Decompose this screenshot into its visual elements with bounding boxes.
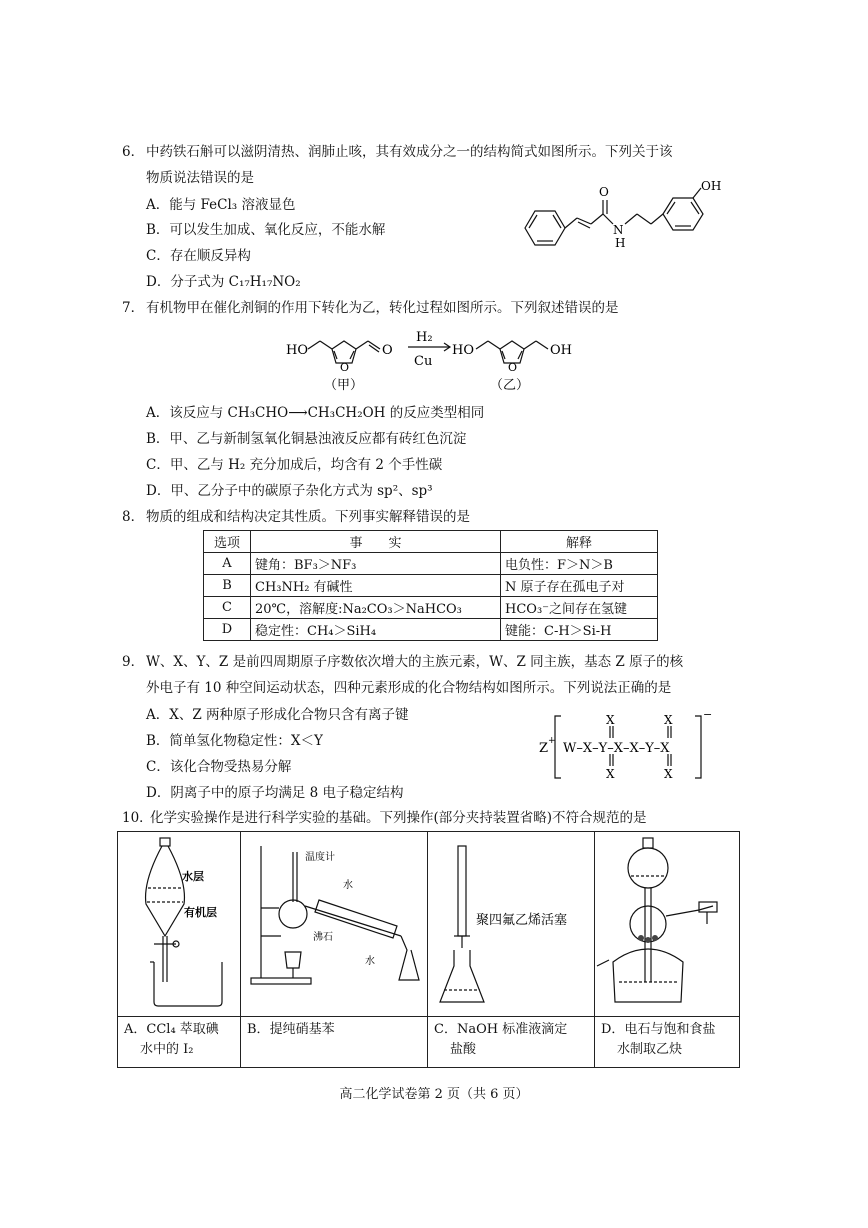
q9-chain: W–X–Y–X–X–Y–X bbox=[563, 741, 670, 756]
q10-figure-d bbox=[595, 832, 740, 1017]
q9-plus: + bbox=[548, 736, 556, 746]
acetylene-generator-illustration bbox=[595, 832, 739, 1012]
table-header-cell: 事 实 bbox=[251, 531, 501, 553]
q7-option-b[interactable] bbox=[146, 430, 466, 448]
table-cell: HCO₃⁻之间存在氢键 bbox=[501, 597, 658, 619]
q7-ring-o-right: O bbox=[508, 361, 518, 374]
q10-figure-a bbox=[118, 832, 241, 1017]
table-cell: 键能：C-H＞Si-H bbox=[501, 619, 658, 641]
option-label: B． bbox=[146, 431, 170, 447]
option-label: C． bbox=[146, 248, 170, 264]
q9-number: 9． bbox=[122, 654, 145, 670]
q9-minus: − bbox=[703, 708, 713, 721]
q10-caption-b[interactable] bbox=[241, 1017, 428, 1068]
q10-label-water-out: 水 bbox=[365, 956, 375, 967]
option-label: C． bbox=[146, 759, 170, 775]
titration-illustration bbox=[428, 832, 594, 1012]
option-label: D． bbox=[601, 1022, 625, 1037]
q8-number: 8． bbox=[122, 509, 145, 525]
distillation-illustration bbox=[241, 832, 427, 1012]
caption-line2: 盐酸 bbox=[450, 1042, 477, 1057]
q6-mol-h: H bbox=[615, 236, 626, 250]
q6-number: 6． bbox=[122, 144, 145, 160]
q6-stem-line1: 中药铁石斛可以滋阴清热、润肺止咳，其有效成分之一的结构简式如图所示。下列关于该 bbox=[146, 144, 673, 160]
q9-compound-structure bbox=[535, 708, 715, 784]
option-label: A． bbox=[146, 707, 170, 723]
q8-table bbox=[203, 530, 658, 641]
option-label: B． bbox=[146, 222, 170, 238]
option-text: X、Z 两种原子形成化合物只含有离子键 bbox=[169, 707, 409, 723]
option-label: A． bbox=[146, 405, 170, 421]
caption-line2: 水制取乙炔 bbox=[617, 1042, 683, 1057]
option-label: A． bbox=[124, 1022, 147, 1037]
option-label: A． bbox=[146, 197, 170, 213]
q7-stem: 有机物甲在催化剂铜的作用下转化为乙，转化过程如图所示。下列叙述错误的是 bbox=[146, 300, 619, 316]
q7-ho-left: HO bbox=[286, 343, 308, 358]
table-header-cell: 选项 bbox=[204, 531, 251, 553]
q6-mol-n: N bbox=[613, 223, 624, 237]
table-cell: A bbox=[204, 553, 251, 575]
q8-stem: 物质的组成和结构决定其性质。下列事实解释错误的是 bbox=[146, 509, 470, 525]
table-cell: 20℃，溶解度:Na₂CO₃＞NaHCO₃ bbox=[251, 597, 501, 619]
q6-option-d[interactable] bbox=[146, 273, 301, 291]
q10-figure-c bbox=[428, 832, 595, 1017]
q9-x-bottom1: X bbox=[606, 767, 615, 781]
q7-reagent-top: H₂ bbox=[416, 330, 433, 345]
option-text: 分子式为 C₁₇H₁₇NO₂ bbox=[170, 274, 301, 290]
q6-option-b[interactable] bbox=[146, 221, 385, 239]
q10-caption-c[interactable] bbox=[428, 1017, 595, 1068]
q9-cation: Z bbox=[539, 741, 549, 756]
q7-ring-o-left: O bbox=[340, 361, 350, 374]
q6-mol-o: O bbox=[599, 185, 609, 199]
caption-line2: 水中的 I₂ bbox=[140, 1042, 194, 1057]
caption-line1: CCl₄ 萃取碘 bbox=[146, 1022, 219, 1037]
q9-stem-line1: W、X、Y、Z 是前四周期原子序数依次增大的主族元素，W、Z 同主族，基态 Z 原子的核 bbox=[146, 654, 684, 670]
table-row bbox=[204, 575, 658, 597]
q7-option-a[interactable] bbox=[146, 404, 484, 422]
option-text: 能与 FeCl₃ 溶液显色 bbox=[169, 197, 296, 213]
q10-label-thermometer: 温度计 bbox=[305, 852, 335, 863]
q10-label-boiling-chips: 沸石 bbox=[313, 932, 333, 943]
caption-line1: NaOH 标准液滴定 bbox=[456, 1022, 568, 1037]
option-text: 甲、乙与 H₂ 充分加成后，均含有 2 个手性碳 bbox=[169, 457, 443, 473]
option-text: 该反应与 CH₃CHO⟶CH₃CH₂OH 的反应类型相同 bbox=[169, 405, 485, 421]
option-text: 简单氢化物稳定性：X＜Y bbox=[169, 733, 323, 749]
table-header-cell: 解释 bbox=[501, 531, 658, 553]
table-cell: 键角：BF₃＞NF₃ bbox=[251, 553, 501, 575]
q7-ho-right: HO bbox=[452, 343, 474, 358]
option-text: 阴离子中的原子均满足 8 电子稳定结构 bbox=[170, 785, 404, 801]
q10-caption-d[interactable] bbox=[595, 1017, 740, 1068]
q9-option-c[interactable] bbox=[146, 758, 291, 776]
table-cell: N 原子存在孤电子对 bbox=[501, 575, 658, 597]
table-cell: 电负性：F＞N＞B bbox=[501, 553, 658, 575]
q10-label-water-layer: 水层 bbox=[182, 870, 204, 883]
q9-x-top2: X bbox=[664, 713, 673, 727]
q9-x-top1: X bbox=[606, 713, 615, 727]
option-text: 该化合物受热易分解 bbox=[169, 759, 292, 775]
q10-label-organic-layer: 有机层 bbox=[184, 906, 217, 919]
table-row bbox=[204, 553, 658, 575]
q9-x-bottom2: X bbox=[664, 767, 673, 781]
table-cell: C bbox=[204, 597, 251, 619]
q10-apparatus-table bbox=[117, 831, 740, 1068]
q10-figure-b bbox=[241, 832, 428, 1017]
option-label: D． bbox=[146, 785, 171, 801]
q10-caption-a[interactable] bbox=[118, 1017, 241, 1068]
q9-option-d[interactable] bbox=[146, 784, 404, 802]
q6-option-a[interactable] bbox=[146, 196, 296, 214]
option-label: B． bbox=[146, 733, 170, 749]
q10-number: 10． bbox=[122, 810, 153, 826]
q6-mol-oh: OH bbox=[701, 179, 722, 193]
q9-option-a[interactable] bbox=[146, 706, 409, 724]
option-label: C． bbox=[434, 1022, 457, 1037]
option-text: 甲、乙与新制氢氧化铜悬浊液反应都有砖红色沉淀 bbox=[169, 431, 467, 447]
q7-label-yi: （乙） bbox=[490, 378, 530, 393]
table-row bbox=[204, 597, 658, 619]
separatory-funnel-illustration bbox=[118, 832, 240, 1012]
option-text: 甲、乙分子中的碳原子杂化方式为 sp²、sp³ bbox=[170, 483, 433, 499]
q6-stem-line2: 物质说法错误的是 bbox=[146, 170, 254, 186]
q7-o-ald: O bbox=[382, 343, 393, 358]
table-row bbox=[204, 619, 658, 641]
option-text: 存在顺反异构 bbox=[169, 248, 251, 264]
q6-option-c[interactable] bbox=[146, 247, 251, 265]
q7-number: 7． bbox=[122, 300, 145, 316]
q7-option-c[interactable] bbox=[146, 456, 442, 474]
caption-line1: 电石与饱和食盐 bbox=[624, 1022, 716, 1037]
q10-label-ptfe-stopcock: 聚四氟乙烯活塞 bbox=[476, 913, 568, 928]
table-header-row bbox=[204, 531, 658, 553]
option-label: D． bbox=[146, 483, 171, 499]
q6-molecule-structure bbox=[515, 178, 730, 253]
q10-stem: 化学实验操作是进行科学实验的基础。下列操作(部分夹持装置省略)不符合规范的是 bbox=[150, 810, 647, 826]
q7-reagent-bottom: Cu bbox=[414, 354, 433, 369]
q7-label-jia: （甲） bbox=[324, 378, 364, 393]
option-label: D． bbox=[146, 274, 171, 290]
q7-oh-right: OH bbox=[550, 343, 572, 358]
table-cell: CH₃NH₂ 有碱性 bbox=[251, 575, 501, 597]
caption-line1: 提纯硝基苯 bbox=[269, 1022, 335, 1037]
q7-reaction-scheme bbox=[280, 325, 590, 395]
option-text: 可以发生加成、氧化反应，不能水解 bbox=[169, 222, 386, 238]
table-cell: 稳定性：CH₄＞SiH₄ bbox=[251, 619, 501, 641]
q9-option-b[interactable] bbox=[146, 732, 323, 750]
q9-stem-line2: 外电子有 10 种空间运动状态，四种元素形成的化合物结构如图所示。下列说法正确的是 bbox=[146, 680, 672, 696]
option-label: C． bbox=[146, 457, 170, 473]
option-label: B． bbox=[247, 1022, 270, 1037]
table-cell: B bbox=[204, 575, 251, 597]
table-cell: D bbox=[204, 619, 251, 641]
q7-option-d[interactable] bbox=[146, 482, 433, 500]
page-footer: 高二化学试卷第 2 页（共 6 页） bbox=[339, 1087, 529, 1102]
q10-label-water-in: 水 bbox=[343, 880, 353, 891]
